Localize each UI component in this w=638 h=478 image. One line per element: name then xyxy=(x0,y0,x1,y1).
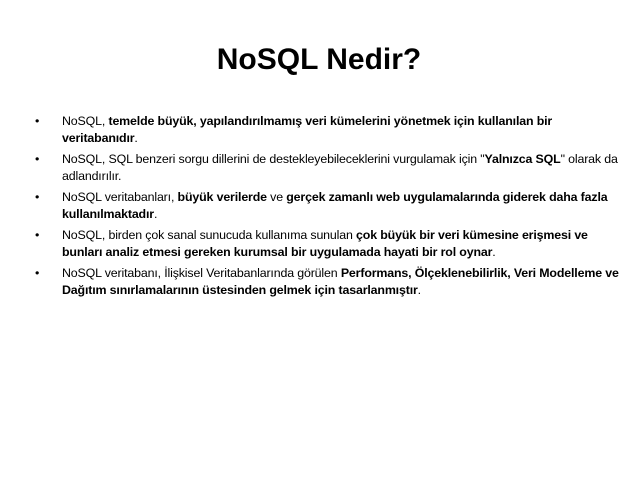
text-segment: NoSQL veritabanı, İlişkisel Veritabanlarında görülen xyxy=(62,266,341,280)
text-segment: NoSQL, birden çok sanal sunucuda kullanıma sunulan xyxy=(62,228,357,242)
text-segment-bold: gerçek zamanlı web uygulamalarında giderek daha fazla kullanılmaktadır xyxy=(62,190,608,221)
text-segment: . xyxy=(492,245,496,259)
text-segment: NoSQL veritabanları, xyxy=(62,190,178,204)
text-segment: . xyxy=(134,131,138,145)
text-segment: " olarak da adlandırılır. xyxy=(62,152,618,183)
bullet-text xyxy=(62,152,618,183)
bullet-list xyxy=(35,113,620,303)
text-segment-bold: Performans, Ölçeklenebilirlik, Veri Modelleme ve Dağıtım sınırlamalarının üstesinden gelmek için tasarlanmıştır xyxy=(62,266,619,297)
bullet-text xyxy=(62,114,552,145)
text-segment: NoSQL, SQL benzeri sorgu dillerini de destekleyebileceklerini vurgulamak için " xyxy=(62,152,485,166)
bullet-item xyxy=(35,151,620,185)
bullet-item xyxy=(35,189,620,223)
bullet-dot-icon: • xyxy=(35,228,40,242)
bullet-dot-icon: • xyxy=(35,114,40,128)
bullet-text xyxy=(62,228,588,259)
text-segment: ve xyxy=(266,190,287,204)
text-segment-bold: çok büyük bir veri kümesine erişmesi ve bunları analiz etmesi gereken kurumsal bir uygulamada hayati bir rol oynar xyxy=(62,228,588,259)
bullet-item xyxy=(35,227,620,261)
bullet-dot-icon: • xyxy=(35,266,40,280)
bullet-dot-icon: • xyxy=(35,152,40,166)
bullet-text xyxy=(62,266,619,297)
text-segment: NoSQL, xyxy=(62,114,109,128)
text-segment: . xyxy=(417,283,421,297)
bullet-item xyxy=(35,113,620,147)
text-segment-bold: büyük verilerde xyxy=(177,190,267,204)
text-segment-bold: temelde büyük, yapılandırılmamış veri kümelerini yönetmek için kullanılan bir veritabanıdır xyxy=(62,114,553,145)
slide-title: NoSQL Nedir? xyxy=(216,43,422,76)
text-segment: . xyxy=(153,207,158,221)
text-segment-bold: Yalnızca SQL xyxy=(484,152,561,166)
bullet-text xyxy=(62,190,607,221)
bullet-item xyxy=(35,265,620,299)
bullet-dot-icon: • xyxy=(35,190,40,204)
